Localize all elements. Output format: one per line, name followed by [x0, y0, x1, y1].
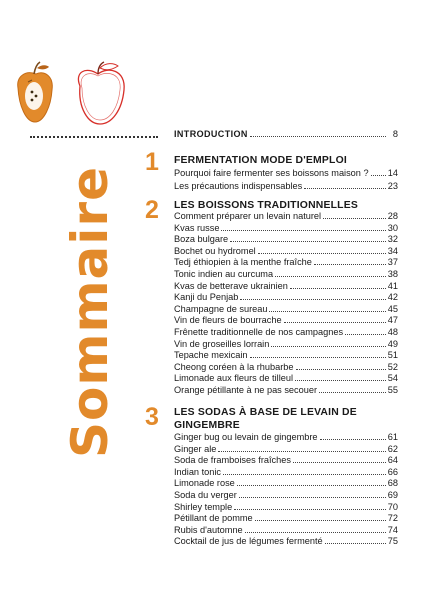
section-3-title: LES SODAS À BASE DE LEVAIN DE GINGEMBRE [174, 407, 357, 431]
toc-entry-page: 70 [387, 501, 398, 512]
toc-entry-title: Champagne de sureau [174, 303, 268, 314]
toc-entry-title: Soda du verger [174, 490, 237, 500]
toc-entry[interactable] [174, 454, 398, 466]
section-1-title: FERMENTATION MODE D'EMPLOI [174, 155, 347, 166]
toc-entry-title: Kvas de betterave ukrainien [174, 280, 288, 291]
toc-entry-page: 72 [387, 513, 398, 524]
leader-dots [271, 338, 385, 347]
apples-illustration [14, 58, 134, 130]
leader-dots [250, 128, 386, 137]
toc-entry[interactable] [174, 280, 398, 292]
toc-entry-page: 32 [387, 234, 398, 245]
toc-entry-page: 49 [387, 338, 398, 349]
toc-entry[interactable] [174, 501, 398, 513]
decorative-dotted-rule [30, 136, 158, 138]
toc-entry[interactable] [174, 167, 398, 179]
toc-entry-title: Pétillant de pomme [174, 513, 253, 524]
toc-entry-title: Shirley temple [174, 501, 233, 512]
leader-dots [325, 535, 386, 544]
leader-dots [258, 245, 386, 254]
toc-entry-title: Vin de groseilles lorrain [174, 338, 270, 349]
toc-entry-title: Limonade rose [174, 478, 235, 489]
leader-dots [319, 384, 386, 393]
toc-entry-page: 74 [387, 524, 398, 535]
toc-entry-page: 23 [387, 181, 398, 191]
leader-dots [230, 233, 386, 242]
toc-entry-title: Kvas russe [174, 222, 220, 233]
toc-entry[interactable] [174, 314, 398, 326]
leader-dots [314, 256, 386, 265]
leader-dots [323, 210, 386, 219]
toc-entry-title: Indian tonic [174, 466, 221, 477]
toc-entry-title: Rubis d'automne [174, 524, 243, 535]
toc-entry-title: Ginger ale [174, 443, 217, 454]
toc-entry-page: 75 [387, 536, 398, 547]
toc-entry-title: Soda de framboises fraîches [174, 455, 291, 466]
toc-entry-title: Boza bulgare [174, 234, 229, 245]
toc-intro-page: 8 [392, 129, 398, 139]
leader-dots [345, 326, 386, 335]
toc-entry-page: 28 [387, 211, 398, 221]
toc-entry-page: 38 [387, 269, 398, 279]
toc-entry[interactable] [174, 443, 398, 455]
leader-dots [255, 512, 386, 521]
toc-entry-page: 52 [387, 361, 398, 372]
toc-entry[interactable] [174, 222, 398, 234]
leader-dots [304, 180, 386, 189]
toc-entry[interactable] [174, 489, 398, 501]
leader-dots [290, 280, 386, 289]
section-1-number: 1 [145, 148, 159, 176]
toc-entry[interactable] [174, 303, 398, 315]
section-3-number: 3 [145, 403, 159, 431]
leader-dots [296, 361, 386, 370]
toc-entry-title: Frênette traditionnelle de nos campagnes [174, 327, 344, 337]
leader-dots [371, 167, 386, 176]
leader-dots [250, 349, 386, 358]
toc-entry[interactable] [174, 233, 398, 245]
section-2-number: 2 [145, 196, 159, 224]
toc-entry-title: Tedj éthiopien à la menthe fraîche [174, 257, 312, 268]
toc-entry-page: 51 [387, 350, 398, 361]
leader-dots [320, 431, 386, 440]
leader-dots [234, 501, 386, 510]
toc-entry-title: Cheong coréen à la rhubarbe [174, 361, 294, 372]
toc-entry[interactable] [174, 338, 398, 350]
toc-entry-page: 61 [387, 432, 398, 442]
toc-entry-title: Kanji du Penjab [174, 292, 239, 303]
leader-dots [221, 222, 385, 231]
toc-entry-page: 14 [387, 168, 398, 178]
toc-entry-title: Vin de fleurs de bourrache [174, 315, 282, 326]
toc-entry[interactable] [174, 245, 398, 257]
leader-dots [295, 372, 386, 381]
toc-entry-page: 66 [387, 466, 398, 477]
section-2-title: LES BOISSONS TRADITIONNELLES [174, 200, 358, 211]
toc-entry-title: Ginger bug ou levain de gingembre [174, 432, 318, 442]
toc-entry-title: Cocktail de jus de légumes fermenté [174, 536, 323, 547]
toc-entry-page: 69 [387, 490, 398, 500]
toc-entry[interactable] [174, 349, 398, 361]
toc-entry[interactable] [174, 210, 398, 222]
toc-entry-title: Orange pétillante à ne pas secouer [174, 385, 318, 395]
toc-entry-page: 55 [387, 385, 398, 395]
apple-half-icon [18, 62, 53, 122]
leader-dots [237, 477, 386, 486]
toc-entry[interactable] [174, 535, 398, 547]
toc-entry-page: 54 [387, 373, 398, 384]
toc-entry[interactable] [174, 268, 398, 280]
toc-entry[interactable] [174, 477, 398, 489]
toc-entry[interactable] [174, 524, 398, 536]
toc-intro-title: INTRODUCTION [174, 129, 248, 139]
toc-entry-title: Comment préparer un levain naturel [174, 211, 322, 221]
toc-entry[interactable] [174, 384, 398, 396]
apple-whole-icon [78, 62, 124, 124]
toc-entry-page: 68 [387, 478, 398, 489]
toc-entry-page: 41 [387, 280, 398, 291]
leader-dots [218, 443, 385, 452]
leader-dots [239, 489, 386, 498]
toc-entry[interactable] [174, 466, 398, 478]
toc-entry-title: Pourquoi faire fermenter ses boissons maison ? [174, 168, 369, 178]
toc-entry-page: 45 [387, 303, 398, 314]
toc-entry[interactable] [174, 326, 398, 338]
toc-entry[interactable] [174, 256, 398, 268]
toc-entry-page: 42 [387, 292, 398, 303]
toc-entry[interactable] [174, 372, 398, 384]
toc-entry-page: 62 [387, 443, 398, 454]
toc-entry-title: Limonade aux fleurs de tilleul [174, 373, 293, 384]
leader-dots [293, 454, 386, 463]
leader-dots [275, 268, 386, 277]
toc-entry[interactable] [174, 431, 398, 443]
toc-entry-page: 30 [387, 222, 398, 233]
leader-dots [223, 466, 386, 475]
toc-entry-title: Les précautions indispensables [174, 181, 303, 191]
toc-entry-title: Bochet ou hydromel [174, 245, 256, 256]
toc-intro-row[interactable] [174, 128, 398, 140]
toc-entry-page: 47 [387, 315, 398, 326]
toc-entry[interactable] [174, 512, 398, 524]
toc-entry[interactable] [174, 180, 398, 192]
toc-entry[interactable] [174, 361, 398, 373]
leader-dots [284, 314, 386, 323]
sidebar-title: Sommaire [61, 165, 119, 459]
toc-entry-title: Tonic indien au curcuma [174, 269, 274, 279]
leader-dots [269, 303, 385, 312]
toc-entry-page: 37 [387, 257, 398, 268]
toc-entry[interactable] [174, 291, 398, 303]
leader-dots [245, 524, 386, 533]
toc-entry-page: 48 [387, 327, 398, 337]
leader-dots [240, 291, 385, 300]
toc-entry-page: 34 [387, 245, 398, 256]
toc-entry-page: 64 [387, 455, 398, 466]
toc-entry-title: Tepache mexicain [174, 350, 248, 361]
